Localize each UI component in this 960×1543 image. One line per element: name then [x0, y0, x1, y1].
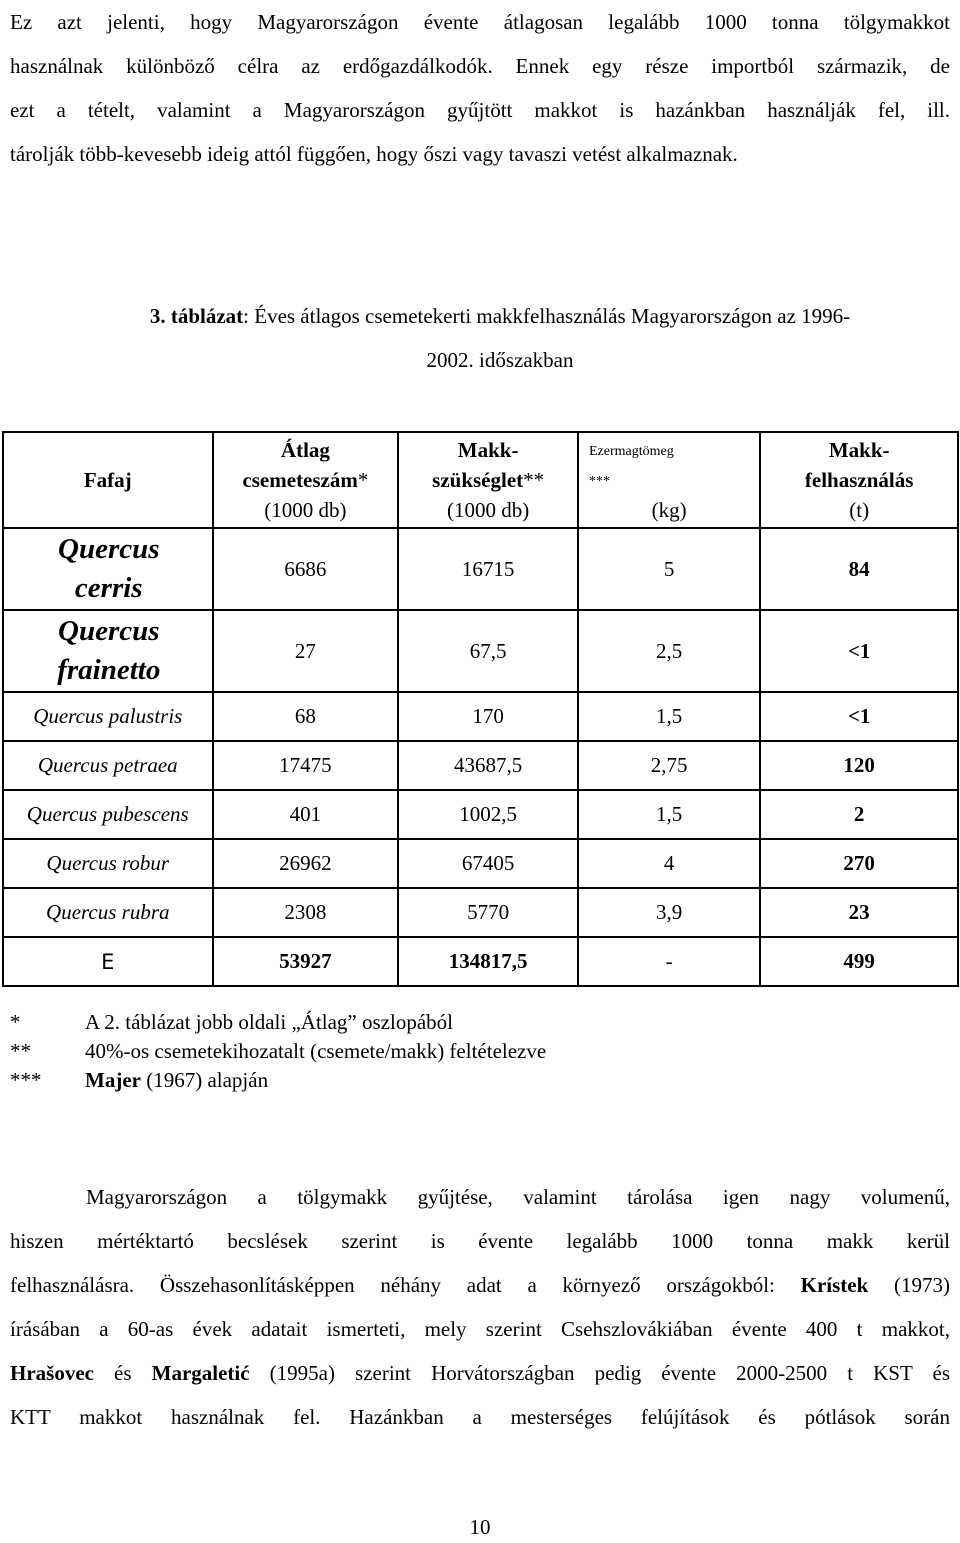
tkw-cell: 2,75: [578, 741, 760, 790]
tkw-cell: 1,5: [578, 790, 760, 839]
seedlings-cell: 26962: [213, 839, 399, 888]
seedlings-cell: 2308: [213, 888, 399, 937]
author-kristek: Krístek: [800, 1273, 869, 1297]
total-use-cell: 499: [760, 937, 958, 986]
table-row: [3, 839, 958, 888]
footnote-author: Majer: [85, 1068, 141, 1092]
page-number: 10: [469, 1515, 491, 1539]
footnote-text: A 2. táblázat jobb oldali „Átlag” oszlopából: [85, 1010, 453, 1034]
header-acorn-demand: Makk- szükséglet** (1000 db): [398, 432, 578, 528]
table-row: [3, 741, 958, 790]
demand-cell: 16715: [398, 528, 578, 610]
species-cell: Quercus robur: [3, 839, 213, 888]
species-cell: [3, 610, 213, 692]
seedlings-cell: 401: [213, 790, 399, 839]
body-line: Hrašovec és Margaletić (1995a) szerint Horvátországban pedig évente 2000-2500 t KST és: [10, 1361, 950, 1385]
use-cell: 2: [760, 790, 958, 839]
tkw-cell: 1,5: [578, 692, 760, 741]
demand-cell: 170: [398, 692, 578, 741]
author-margaletic: Margaletić: [151, 1361, 250, 1385]
use-cell: <1: [760, 692, 958, 741]
total-seedlings-cell: 53927: [213, 937, 399, 986]
seedlings-cell: 17475: [213, 741, 399, 790]
footnote-mark: *: [10, 1010, 21, 1034]
species-cell: Quercus petraea: [3, 741, 213, 790]
demand-cell: 67,5: [398, 610, 578, 692]
acorn-usage-table: [2, 431, 959, 987]
species-name-part: Quercus: [58, 615, 160, 647]
table-header-row: [3, 432, 958, 528]
table-row: [3, 528, 958, 610]
intro-line: ezt a tételt, valamint a Magyarországon gyűjtött makkot is hazánkban használják fel, ill.: [10, 98, 950, 122]
tkw-cell: 2,5: [578, 610, 760, 692]
table-caption-label: 3. táblázat: [149, 304, 244, 328]
body-line: Magyarországon a tölgymakk gyűjtése, valamint tárolása igen nagy volumenű,: [86, 1185, 950, 1209]
intro-line: Ez azt jelenti, hogy Magyarországon évente átlagosan legalább 1000 tonna tölgymakkot: [10, 10, 950, 34]
author-hrasovec: Hrašovec: [10, 1361, 94, 1385]
table-caption-text: : Éves átlagos csemetekerti makkfelhasználás Magyarországon az 1996-: [243, 304, 851, 328]
intro-line: használnak különböző célra az erdőgazdálkodók. Ennek egy része importból származik, de: [10, 54, 950, 78]
tkw-cell: 5: [578, 528, 760, 610]
table-caption: [60, 294, 940, 339]
use-cell: 120: [760, 741, 958, 790]
body-line: felhasználásra. Összehasonlításképpen néhány adat a környező országokból: Krístek (1973): [10, 1273, 950, 1297]
table-row: [3, 610, 958, 692]
seedlings-cell: 68: [213, 692, 399, 741]
total-tkw-cell: -: [578, 937, 760, 986]
species-name-part: cerris: [74, 572, 143, 604]
species-cell: Quercus palustris: [3, 692, 213, 741]
species-name-part: frainetto: [57, 654, 161, 686]
footnote: [10, 1066, 546, 1095]
demand-cell: 43687,5: [398, 741, 578, 790]
footnote: [10, 1008, 546, 1037]
demand-cell: 5770: [398, 888, 578, 937]
header-seedlings: Átlag csemeteszám* (1000 db): [213, 432, 399, 528]
footnote-text: (1967) alapján: [140, 1068, 269, 1092]
body-line: KTT makkot használnak fel. Hazánkban a mesterséges felújítások és pótlások során: [10, 1405, 950, 1429]
header-thousand-seed-weight: Ezermagtömeg *** (kg): [578, 432, 760, 528]
table-caption-line2: 2002. időszakban: [426, 348, 574, 372]
seedlings-cell: 27: [213, 610, 399, 692]
intro-line: tárolják több-kevesebb ideig attól függően, hogy őszi vagy tavaszi vetést alkalmaznak.: [10, 142, 738, 166]
use-cell: 84: [760, 528, 958, 610]
species-name-part: Quercus: [58, 533, 160, 565]
footnote-mark: **: [10, 1039, 31, 1063]
table-total-row: [3, 937, 958, 986]
body-line: írásában a 60-as évek adatait ismerteti, mely szerint Csehszlovákiában évente 400 t makkot,: [10, 1317, 950, 1341]
use-cell: 23: [760, 888, 958, 937]
table-row: [3, 790, 958, 839]
tkw-cell: 4: [578, 839, 760, 888]
tkw-cell: 3,9: [578, 888, 760, 937]
body-paragraph: [10, 1175, 950, 1439]
use-cell: <1: [760, 610, 958, 692]
demand-cell: 67405: [398, 839, 578, 888]
footnote-mark: ***: [10, 1068, 42, 1092]
header-acorn-use: Makk- felhasználás (t): [760, 432, 958, 528]
species-cell: Quercus rubra: [3, 888, 213, 937]
species-cell: [3, 528, 213, 610]
table-row: [3, 888, 958, 937]
header-species: Fafaj: [3, 432, 213, 528]
use-cell: 270: [760, 839, 958, 888]
footnote-text: 40%-os csemetekihozatalt (csemete/makk) feltételezve: [85, 1039, 547, 1063]
total-demand-cell: 134817,5: [398, 937, 578, 986]
footnote: [10, 1037, 546, 1066]
demand-cell: 1002,5: [398, 790, 578, 839]
species-cell: Quercus pubescens: [3, 790, 213, 839]
body-line: hiszen mértéktartó becslések szerint is évente legalább 1000 tonna makk kerül: [10, 1229, 950, 1253]
seedlings-cell: 6686: [213, 528, 399, 610]
intro-paragraph: [10, 0, 950, 176]
table-row: [3, 692, 958, 741]
total-label-cell: E: [3, 937, 213, 986]
table-footnotes: [10, 1008, 546, 1095]
